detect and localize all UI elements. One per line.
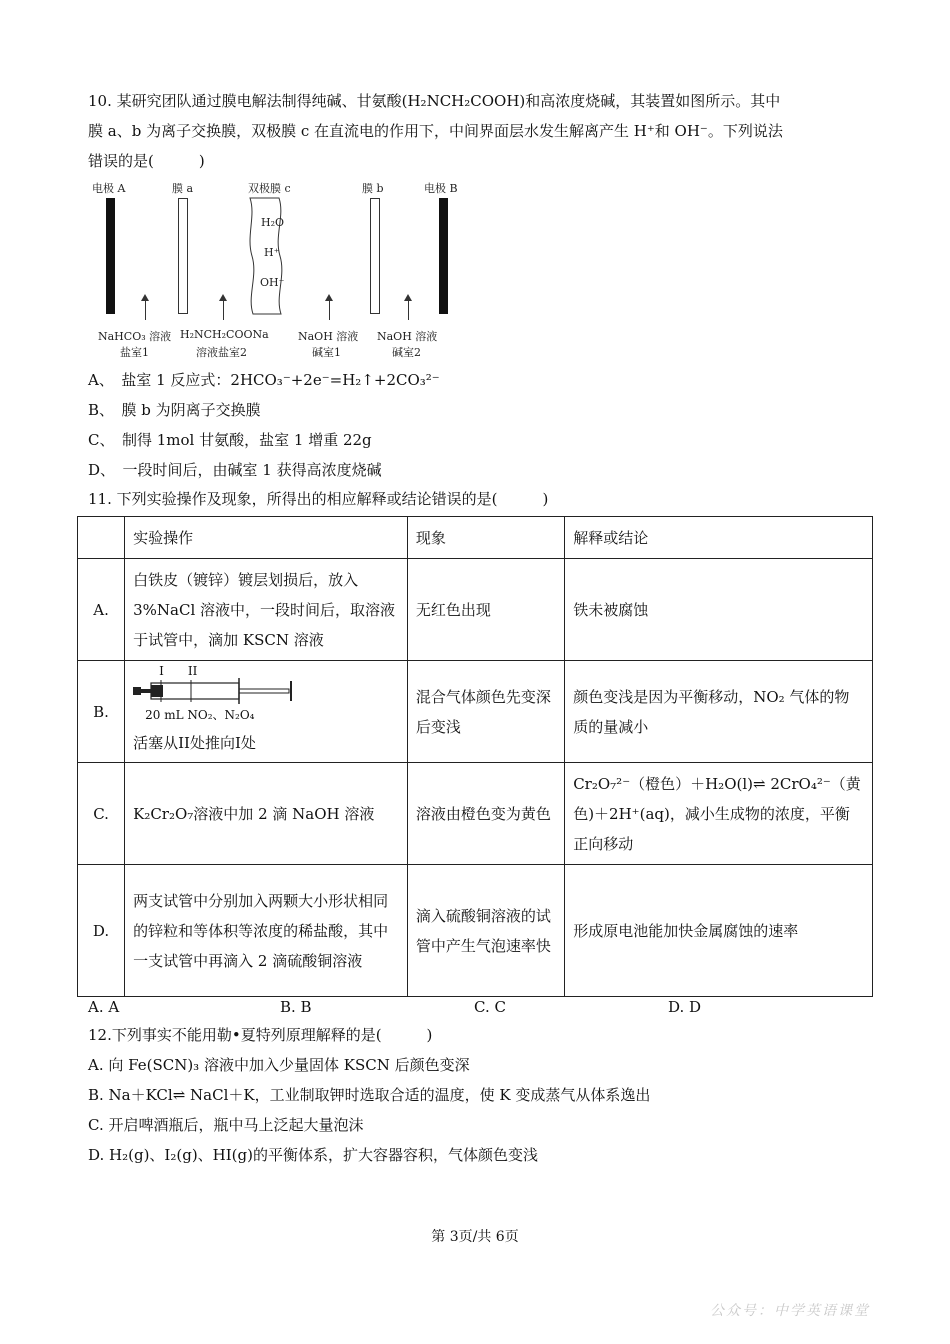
- row-label: B.: [78, 661, 125, 763]
- q10-option-b: B、 膜 b 为阴离子交换膜: [88, 401, 261, 419]
- membrane-a: [178, 198, 188, 314]
- watermark: 公众号：中学英语课堂: [710, 1303, 870, 1319]
- arrow-alkali-room-1: [329, 296, 330, 320]
- label-alkali-room-2: 碱室2: [392, 346, 421, 359]
- header-phenomenon: 现象: [407, 517, 564, 559]
- row-operation: K₂Cr₂O₇溶液中加 2 滴 NaOH 溶液: [125, 763, 408, 865]
- experiment-table: [77, 516, 873, 997]
- q10-option-d: D、 一段时间后，由碱室 1 获得高浓度烧碱: [88, 461, 382, 479]
- header-conclusion: 解释或结论: [565, 517, 873, 559]
- q12-option-d: D. H₂(g)、I₂(g)、HI(g)的平衡体系，扩大容器容积，气体颜色变浅: [88, 1146, 538, 1164]
- q10-option-a: A、 盐室 1 反应式：2HCO₃⁻+2e⁻=H₂↑+2CO₃²⁻: [88, 371, 440, 389]
- q12-option-a: A. 向 Fe(SCN)₃ 溶液中加入少量固体 KSCN 后颜色变深: [88, 1056, 470, 1074]
- row-phenomenon: 无红色出现: [407, 559, 564, 661]
- q11-stem: 11. 下列实验操作及现象，所得出的相应解释或结论错误的是( ): [88, 490, 549, 508]
- label-alkali-room-1: 碱室1: [312, 346, 341, 359]
- q12-stem: 12.下列事实不能用勒•夏特列原理解释的是( ): [88, 1026, 433, 1044]
- q11-choice-b: B. B: [280, 998, 312, 1016]
- q11-choice-a: A. A: [88, 998, 120, 1016]
- label-salt-room-2: 溶液盐室2: [196, 346, 247, 359]
- electrode-a: [106, 198, 115, 314]
- syringe-caption: 20 mL NO₂、N₂O₄: [145, 707, 255, 722]
- table-row: [78, 559, 873, 661]
- row-conclusion: 形成原电池能加快金属腐蚀的速率: [565, 865, 873, 997]
- syringe-figure: [133, 663, 399, 732]
- table-row: [78, 763, 873, 865]
- label-glycinate: H₂NCH₂COONa: [180, 328, 269, 341]
- arrow-alkali-room-2: [408, 296, 409, 320]
- row-operation: 活塞从II处推向I处: [133, 733, 256, 752]
- q10-stem-line3: 错误的是( ): [88, 152, 205, 170]
- q10-option-c: C、 制得 1mol 甘氨酸，盐室 1 增重 22g: [88, 431, 372, 449]
- electrode-b: [439, 198, 448, 314]
- row-label: D.: [78, 865, 125, 997]
- label-electrode-a: 电极 A: [92, 182, 126, 195]
- q12-option-b: B. Na＋KCl⇌ NaCl＋K，工业制取钾时选取合适的温度，使 K 变成蒸气从体系逸出: [88, 1086, 651, 1104]
- label-nahco3: NaHCO₃ 溶液: [98, 330, 172, 343]
- row-phenomenon: 混合气体颜色先变深后变浅: [407, 661, 564, 763]
- syringe-icon: [133, 678, 303, 708]
- header-operation: 实验操作: [125, 517, 408, 559]
- label-membrane-a: 膜 a: [172, 182, 194, 195]
- arrow-salt-room-2: [223, 296, 224, 320]
- label-salt-room-1: 盐室1: [120, 346, 149, 359]
- row-conclusion: Cr₂O₇²⁻（橙色）＋H₂O(l)⇌ 2CrO₄²⁻（黄色)＋2H⁺(aq)，减小生成物的浓度，平衡正向移动: [565, 763, 873, 865]
- electrolysis-diagram: [88, 178, 468, 363]
- row-operation: 白铁皮（镀锌）镀层划损后，放入3%NaCl 溶液中，一段时间后，取溶液于试管中，滴加 KSCN 溶液: [125, 559, 408, 661]
- syringe-marks: I II: [159, 663, 198, 678]
- label-naoh-1: NaOH 溶液: [298, 330, 359, 343]
- table-row: [78, 865, 873, 997]
- page-footer: 第 3页/共 6页: [431, 1229, 519, 1245]
- table-header-row: [78, 517, 873, 559]
- q11-choice-d: D. D: [668, 998, 702, 1016]
- row-label: C.: [78, 763, 125, 865]
- q10-stem-line1: 10. 某研究团队通过膜电解法制得纯碱、甘氨酸(H₂NCH₂COOH)和高浓度烧碱，其装置如图所示。其中: [88, 92, 781, 110]
- row-operation: 两支试管中分别加入两颗大小形状相同的锌粒和等体积等浓度的稀盐酸，其中一支试管中再滴入 2 滴硫酸铜溶液: [125, 865, 408, 997]
- label-electrode-b: 电极 B: [424, 182, 458, 195]
- label-membrane-b: 膜 b: [362, 182, 384, 195]
- q12-option-c: C. 开启啤酒瓶后，瓶中马上泛起大量泡沫: [88, 1116, 364, 1134]
- membrane-b: [370, 198, 380, 314]
- arrow-salt-room-1: [145, 296, 146, 320]
- label-oh-minus: OH⁻: [260, 276, 285, 289]
- label-h-plus: H⁺: [264, 246, 280, 259]
- table-row: [78, 661, 873, 763]
- q11-choice-c: C. C: [474, 998, 506, 1016]
- row-phenomenon: 滴入硫酸铜溶液的试管中产生气泡速率快: [407, 865, 564, 997]
- row-phenomenon: 溶液由橙色变为黄色: [407, 763, 564, 865]
- header-blank: [78, 517, 125, 559]
- q10-stem-line2: 膜 a、b 为离子交换膜，双极膜 c 在直流电的作用下，中间界面层水发生解离产生 H⁺和 OH⁻。下列说法: [88, 122, 783, 140]
- row-conclusion: 铁未被腐蚀: [565, 559, 873, 661]
- row-label: A.: [78, 559, 125, 661]
- label-naoh-2: NaOH 溶液: [377, 330, 438, 343]
- label-bipolar-membrane-c: 双极膜 c: [248, 182, 291, 195]
- row-operation-cell: [125, 661, 408, 763]
- label-h2o: H₂O: [261, 216, 285, 229]
- row-conclusion: 颜色变浅是因为平衡移动，NO₂ 气体的物质的量减小: [565, 661, 873, 763]
